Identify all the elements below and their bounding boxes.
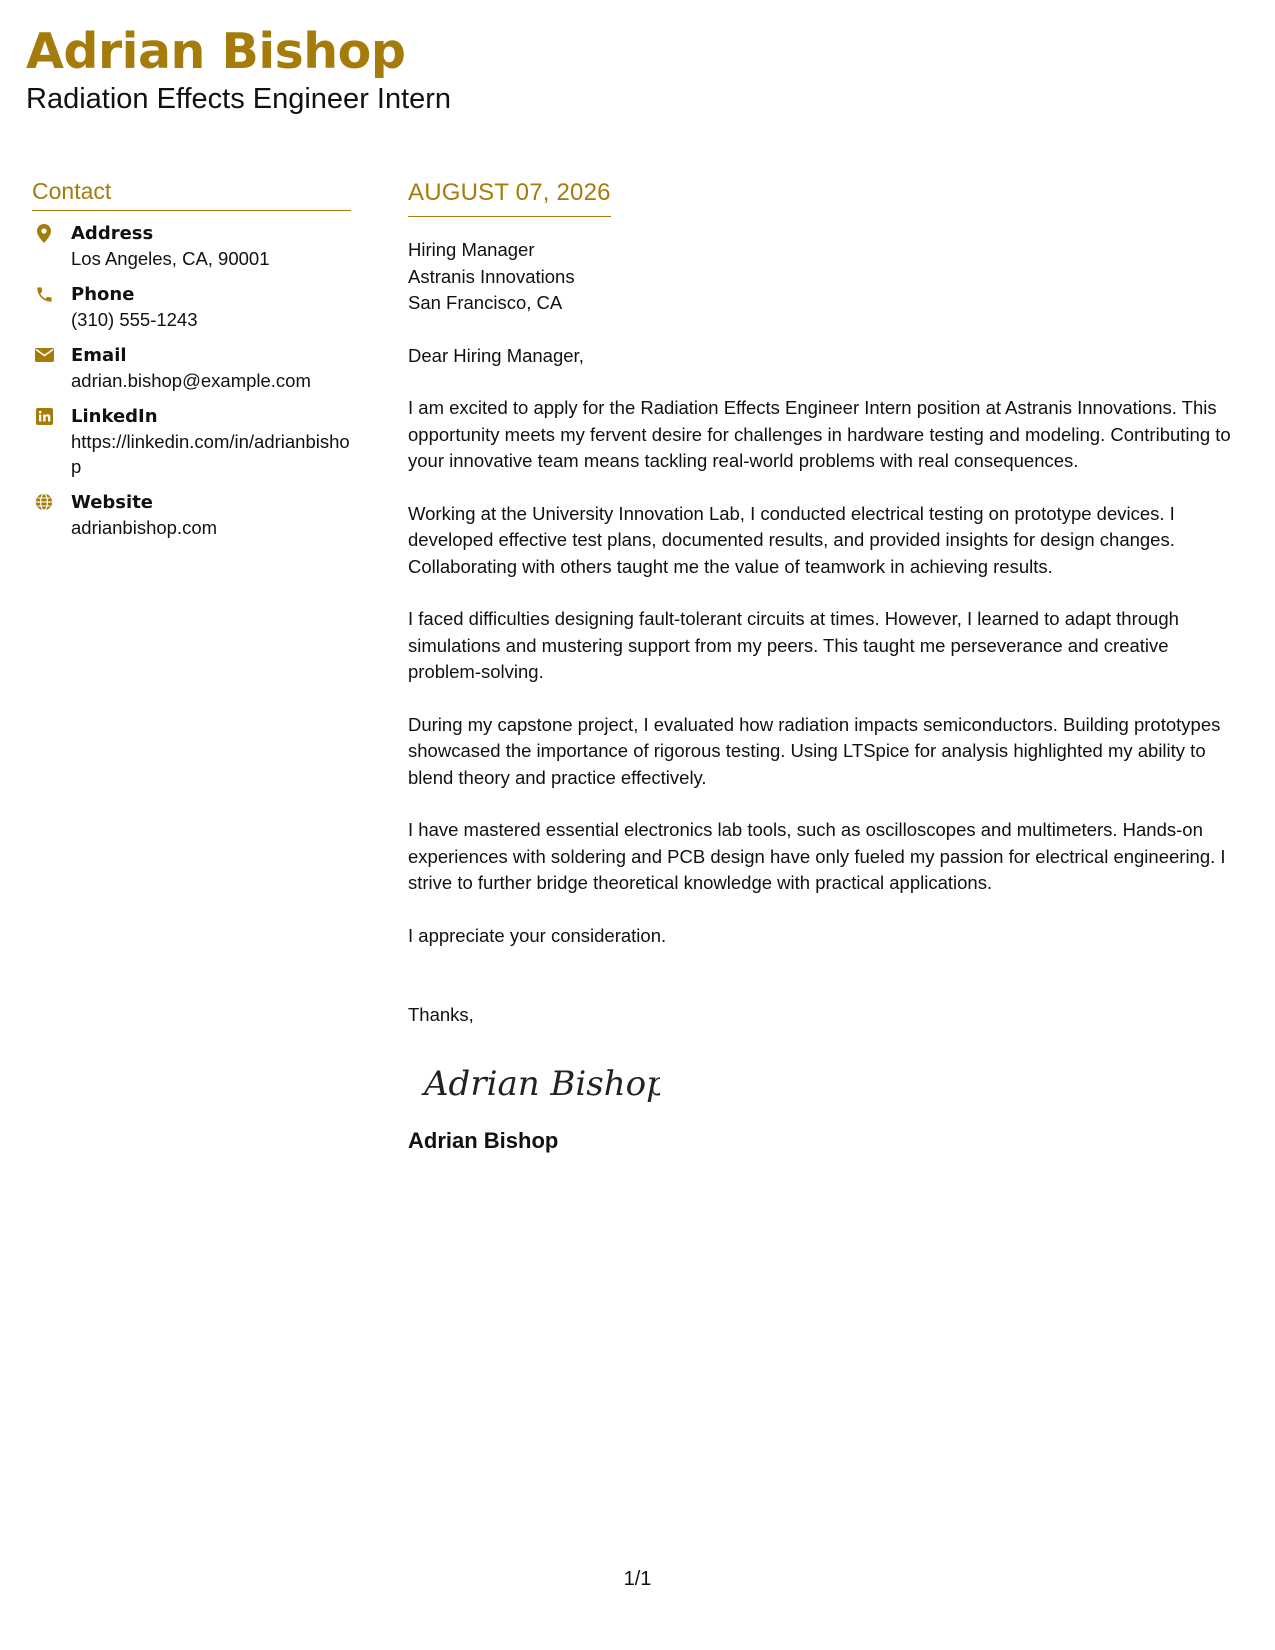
closing: Thanks, [408, 1004, 474, 1025]
letter-body [408, 176, 1243, 1155]
salutation: Dear Hiring Manager, [408, 344, 584, 366]
contact-item-linkedin [32, 404, 351, 479]
date-block [408, 176, 611, 217]
contact-item-email [32, 343, 351, 393]
paragraph-capstone: During my capstone project, I evaluated how radiation impacts semiconductors. Building prototypes showcased the importance of rigorous testing. Using LTSpice for analysis highlighted my ability to blend theory and practice effectively. [408, 713, 1221, 788]
contact-list [32, 221, 351, 540]
signature-text: Adrian Bishop [424, 1063, 660, 1104]
recipient-location: San Francisco, CA [408, 292, 563, 313]
paragraph-experience: Working at the University Innovation Lab, I conducted electrical testing on prototype devices. I developed effective test plans, documented results, and provided insights for design changes. Collaborating with others taught me the value of teamwork in achieving results. [408, 502, 1175, 577]
map-pin-icon [34, 223, 54, 243]
page-number: 1/1 [623, 1568, 652, 1590]
recipient-name: Hiring Manager [408, 239, 535, 260]
paragraph-challenges: I faced difficulties designing fault-tolerant circuits at times. However, I learned to adapt through simulations and mustering support from my peers. This taught me perseverance and creative problem-solving. [408, 608, 1179, 682]
letter-header [26, 22, 451, 116]
applicant-name: Adrian Bishop [26, 23, 406, 80]
contact-value: adrian.bishop@example.com [71, 370, 311, 391]
phone-icon [34, 284, 54, 304]
recipient-company: Astranis Innovations [408, 265, 575, 287]
paragraph-skills: I have mastered essential electronics lab tools, such as oscilloscopes and multimeters. Hands-on experiences with soldering and PCB design have only fueled my passion for electrical engineering. I strive to further bridge theoretical knowledge with practical applications. [408, 819, 1226, 893]
applicant-title: Radiation Effects Engineer Intern [26, 83, 452, 115]
contact-value[interactable]: https://linkedin.com/in/adrianbishop [71, 431, 350, 477]
paragraph-intro: I am excited to apply for the Radiation Effects Engineer Intern position at Astranis Innovations. This opportunity meets my fervent desire for challenges in hardware testing and modeling. Contributing to your innovative team means tackling real-world problems with real consequences. [408, 397, 1231, 471]
letter-date: AUGUST 07, 2026 [408, 179, 611, 206]
contact-sidebar [32, 176, 351, 551]
recipient-block [408, 237, 1243, 317]
contact-item-phone [32, 282, 351, 332]
contact-heading: Contact [32, 176, 351, 211]
paragraph-thanks: I appreciate your consideration. [408, 924, 667, 946]
signature-image [420, 1053, 660, 1113]
contact-item-website [32, 490, 351, 540]
envelope-icon [34, 345, 54, 365]
contact-item-address [32, 221, 351, 271]
contact-value: Los Angeles, CA, 90001 [71, 248, 270, 269]
contact-label: Phone [71, 284, 135, 305]
signed-name: Adrian Bishop [408, 1127, 559, 1153]
globe-icon [34, 492, 54, 512]
contact-label: LinkedIn [71, 406, 158, 427]
contact-value: (310) 555-1243 [71, 309, 198, 330]
contact-value[interactable]: adrianbishop.com [71, 517, 218, 538]
linkedin-icon [34, 406, 54, 426]
contact-label: Website [71, 492, 154, 513]
contact-label: Address [71, 223, 154, 244]
contact-label: Email [71, 345, 127, 366]
